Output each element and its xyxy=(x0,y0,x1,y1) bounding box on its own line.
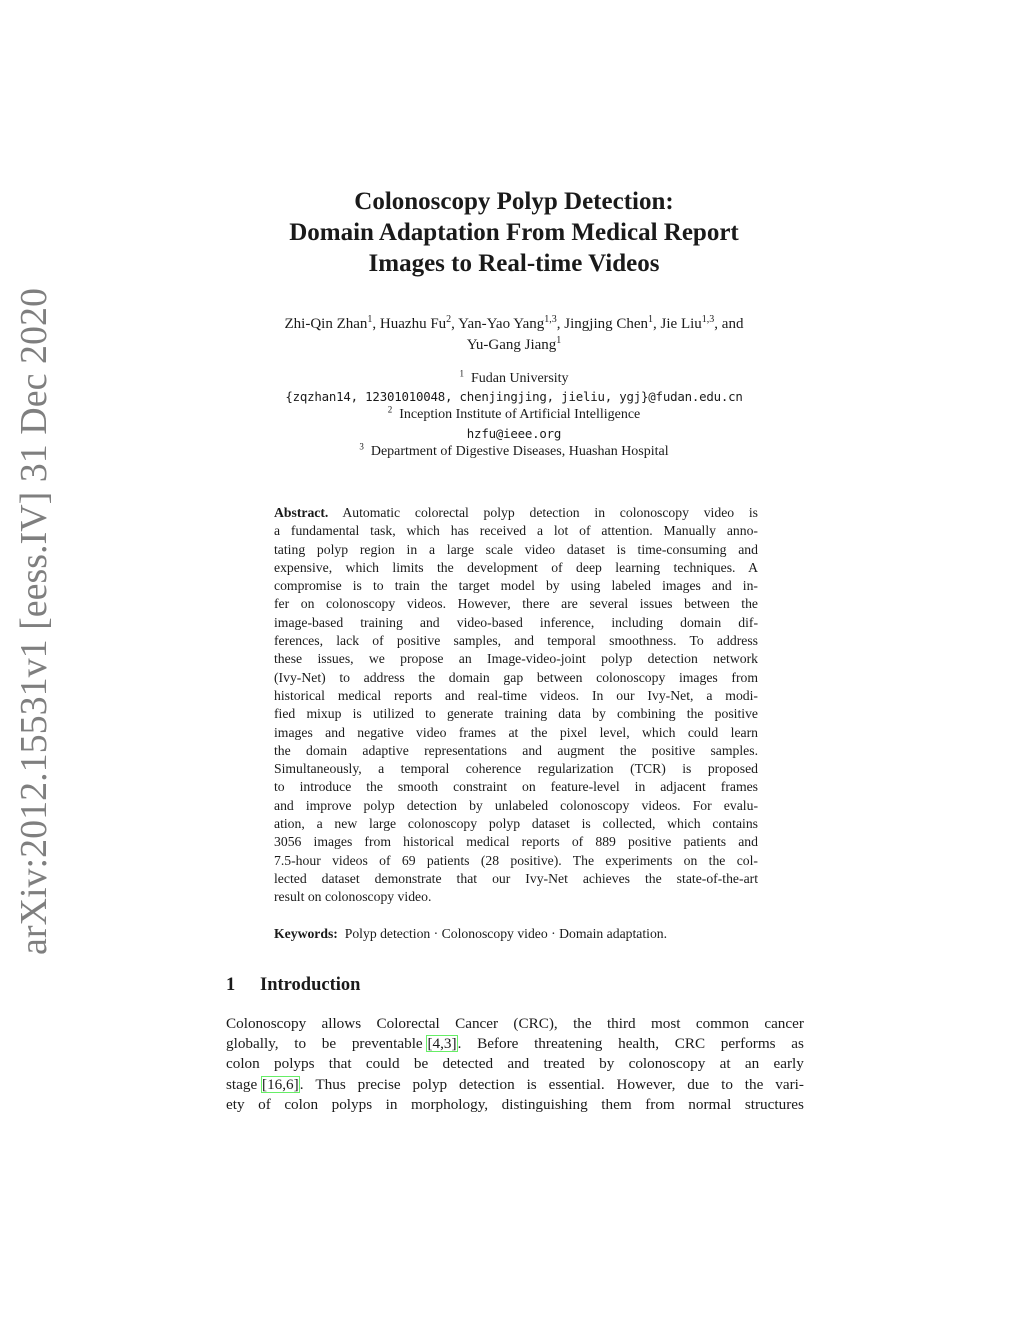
affil-mark: 1 xyxy=(556,335,562,346)
keywords xyxy=(274,925,758,943)
section-number: 1 xyxy=(226,975,236,995)
word: treated xyxy=(543,1055,585,1073)
text-line xyxy=(226,1034,804,1054)
author-name: Yu-Gang Jiang xyxy=(466,337,557,353)
affil-mark: 1 xyxy=(459,368,464,379)
word: allows xyxy=(321,1015,362,1032)
word: most xyxy=(650,1015,681,1032)
word: globally, xyxy=(226,1035,279,1053)
word: stage [16,6]. xyxy=(226,1075,304,1093)
word: However, xyxy=(616,1075,676,1093)
abstract-line: images and negative video frames at the pixel level, which could learn xyxy=(274,724,758,740)
word: (CRC), xyxy=(513,1015,558,1032)
word: ety xyxy=(226,1095,245,1113)
affiliation-1 xyxy=(226,370,802,388)
word: Colonoscopy xyxy=(226,1015,307,1032)
section-heading xyxy=(226,973,360,997)
word: distinguishing xyxy=(501,1095,588,1113)
abstract-line: these issues, we propose an Image-video-joint polyp detection network xyxy=(274,651,758,667)
word: in xyxy=(385,1095,398,1113)
word: them xyxy=(601,1095,632,1113)
title-line: Colonoscopy Polyp Detection: xyxy=(354,188,674,215)
affil-mark: 2 xyxy=(446,314,452,325)
intro-paragraph xyxy=(226,1014,804,1115)
keywords-label: Keywords: xyxy=(274,926,338,941)
abstract-line: historical medical reports and real-time videos. In our Ivy-Net, a modi- xyxy=(274,687,758,703)
word: from xyxy=(645,1095,675,1113)
abstract-line: to introduce the smooth constraint on feature-level in adjacent frames xyxy=(274,779,758,795)
word: vari- xyxy=(775,1075,804,1093)
abstract-line: tating polyp region in a large scale video dataset is time-consuming and xyxy=(274,541,758,557)
word: colonoscopy xyxy=(628,1055,706,1073)
word: due xyxy=(687,1075,710,1093)
word: detected xyxy=(442,1055,494,1073)
word: the xyxy=(573,1015,592,1032)
word: normal xyxy=(688,1095,732,1113)
abstract-line: fer on colonoscopy videos. However, there are several issues between the xyxy=(274,596,758,612)
text-line xyxy=(226,1075,804,1095)
author-list xyxy=(226,314,802,356)
abstract-line: (Ivy-Net) to address the domain gap between colonoscopy images from xyxy=(274,669,758,685)
arxiv-stamp: arXiv:2012.15531v1 [eess.IV] 31 Dec 2020 xyxy=(13,288,55,955)
abstract-line: compromise is to train the target model by using labeled images and in- xyxy=(274,578,758,594)
abstract-line: Abstract. Automatic colorectal polyp detection in colonoscopy video is xyxy=(274,505,758,520)
word: that xyxy=(328,1055,352,1073)
word: is xyxy=(526,1075,537,1093)
word: an xyxy=(744,1055,760,1073)
word: third xyxy=(606,1015,636,1032)
word: health, xyxy=(618,1035,659,1053)
word: polyp xyxy=(412,1075,448,1093)
abstract-line: image-based training and video-based inference, including domain dif- xyxy=(274,614,758,630)
word: be xyxy=(413,1055,429,1073)
word: the xyxy=(744,1075,764,1093)
word: colon xyxy=(226,1055,260,1073)
abstract-line: ferences, lack of positive samples, and temporal smoothness. To address xyxy=(274,633,758,649)
abstract-line: result on colonoscopy video. xyxy=(274,889,432,905)
author-name: , Huazhu Fu xyxy=(372,316,447,332)
word: be xyxy=(321,1035,337,1053)
author-name: , Jie Liu xyxy=(653,316,702,332)
word: threatening xyxy=(534,1035,603,1053)
word: and xyxy=(507,1055,530,1073)
paper-title xyxy=(226,186,802,279)
word: to xyxy=(721,1075,733,1093)
word: polyps xyxy=(331,1095,373,1113)
word: preventable [4,3]. xyxy=(351,1035,462,1053)
title-line: Domain Adaptation From Medical Report xyxy=(289,219,739,246)
author-line xyxy=(226,314,802,335)
title-line: Images to Real-time Videos xyxy=(368,250,660,277)
word: Before xyxy=(477,1035,519,1053)
affil-mark: 3 xyxy=(359,441,364,452)
abstract-label: Abstract. xyxy=(274,505,329,520)
affil-name: Fudan University xyxy=(470,371,569,386)
word: CRC xyxy=(674,1035,706,1053)
affil-email[interactable]: {zqzhan14, 12301010048, chenjingjing, jieliu, ygj}@fudan.edu.cn xyxy=(285,389,743,405)
word: by xyxy=(599,1055,615,1073)
abstract-line: 3056 images from historical medical reports of 889 positive patients and xyxy=(274,834,758,850)
word: morphology, xyxy=(411,1095,489,1113)
word: essential. xyxy=(548,1075,605,1093)
citation-link[interactable]: [4,3] xyxy=(427,1035,457,1053)
affil-mark: 2 xyxy=(387,404,393,415)
affil-mark: 1,3 xyxy=(544,314,557,325)
abstract-line: a fundamental task, which has received a lot of attention. Manually anno- xyxy=(274,523,758,539)
abstract-line: Simultaneously, a temporal coherence regularization (TCR) is proposed xyxy=(274,761,758,777)
author-name: , Yan-Yao Yang xyxy=(451,316,545,332)
abstract-line: the domain adaptive representations and augment the positive samples. xyxy=(274,742,758,758)
word: Colorectal xyxy=(376,1015,440,1032)
word: could xyxy=(365,1055,400,1073)
word: precise xyxy=(357,1075,401,1093)
keywords-text: Polyp detection · Colonoscopy video · Domain adaptation. xyxy=(344,926,668,941)
abstract-line: and improve polyp detection by unlabeled colonoscopy videos. For evalu- xyxy=(274,797,758,813)
word: cancer xyxy=(764,1015,804,1032)
word: colon xyxy=(284,1095,319,1113)
abstract-line: fied mixup is utilized to generate training data by combining the positive xyxy=(274,706,758,722)
affil-mark: 1 xyxy=(367,314,373,325)
text-line xyxy=(226,1014,804,1034)
word: structures xyxy=(744,1095,804,1113)
author-conjunction: , and xyxy=(714,316,744,332)
abstract-line: expensive, which limits the development of deep learning techniques. A xyxy=(274,559,758,575)
section-title: Introduction xyxy=(260,975,361,995)
word: Thus xyxy=(315,1075,346,1093)
affiliation-2 xyxy=(226,406,802,424)
word: at xyxy=(719,1055,731,1073)
word: early xyxy=(773,1055,804,1073)
affil-name: Department of Digestive Diseases, Huashan Hospital xyxy=(370,443,669,459)
word: to xyxy=(294,1035,307,1053)
word: performs xyxy=(720,1035,776,1053)
affil-mark: 1 xyxy=(648,314,654,325)
text-line xyxy=(226,1054,804,1074)
word: detection xyxy=(459,1075,515,1093)
affil-email[interactable]: hzfu@ieee.org xyxy=(466,425,562,441)
author-name: , Jingjing Chen xyxy=(556,316,649,332)
word: polyps xyxy=(274,1055,315,1073)
abstract xyxy=(274,504,758,907)
affil-name: Inception Institute of Artificial Intelligence xyxy=(399,407,641,423)
author-name: Zhi-Qin Zhan xyxy=(284,316,368,332)
affil-mark: 1,3 xyxy=(701,314,715,325)
word: common xyxy=(695,1015,749,1032)
affiliations xyxy=(226,370,802,461)
text-line xyxy=(226,1095,804,1115)
word: Cancer xyxy=(455,1015,499,1032)
abstract-line: 7.5-hour videos of 69 patients (28 positive). The experiments on the col- xyxy=(274,852,758,868)
affiliation-3 xyxy=(226,443,802,461)
abstract-line: ation, a new large colonoscopy polyp dataset is collected, which contains xyxy=(274,816,758,832)
word: of xyxy=(258,1095,271,1113)
abstract-line: lected dataset demonstrate that our Ivy-Net achieves the state-of-the-art xyxy=(274,870,758,886)
author-line xyxy=(226,335,802,356)
word: as xyxy=(791,1035,804,1053)
citation-link[interactable]: [16,6] xyxy=(262,1075,299,1093)
